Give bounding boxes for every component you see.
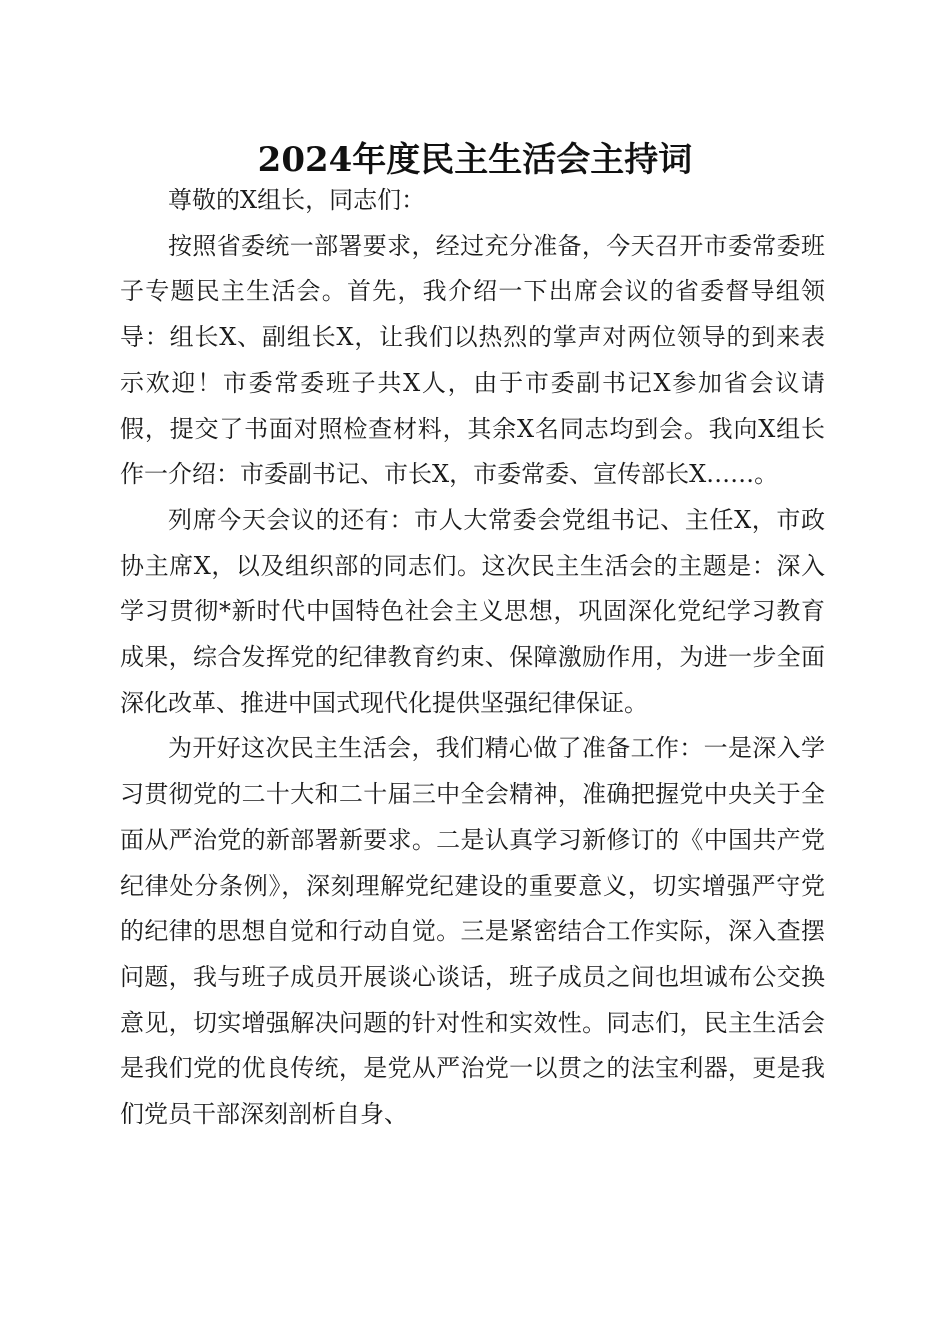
paragraph-introduction: 按照省委统一部署要求，经过充分准备，今天召开市委常委班子专题民主生活会。首先，我介绍一下出席会议的省委督导组领导：组长X、副组长X，让我们以热烈的掌声对两位领导的到来表示欢迎！市委常委班子共X人，由于市委副书记X参加省会议请假，提交了书面对照检查材料，其余X名同志均到会。我向X组长作一介绍：市委副书记、市长X，市委常委、宣传部长X……。 [120, 231, 825, 489]
paragraph-salutation: 尊敬的X组长，同志们： [168, 186, 426, 214]
paragraph-preparation: 为开好这次民主生活会，我们精心做了准备工作：一是深入学习贯彻党的二十大和二十届三中全会精神，准确把握党中央关于全面从严治党的新部署新要求。二是认真学习新修订的《中国共产党纪律处分条例》，深刻理解党纪建设的重要意义，切实增强严守党的纪律的思想自觉和行动自觉。三是紧密结合工作实际，深入查摆问题，我与班子成员开展谈心谈话，班子成员之间也坦诚布公交换意见，切实增强解决问题的针对性和实效性。同志们，民主生活会是我们党的优良传统，是党从严治党一以贯之的法宝利器，更是我们党员干部深刻剖析自身、 [120, 734, 825, 1129]
document-body [120, 178, 825, 1138]
paragraph-attendees-theme: 列席今天会议的还有：市人大常委会党组书记、主任X，市政协主席X，以及组织部的同志们。这次民主生活会的主题是：深入学习贯彻*新时代中国特色社会主义思想，巩固深化党纪学习教育成果，综合发挥党的纪律教育约束、保障激励作用，为进一步全面深化改革、推进中国式现代化提供坚强纪律保证。 [120, 505, 825, 717]
document-title: 2024年度民主生活会主持词 [257, 140, 693, 180]
